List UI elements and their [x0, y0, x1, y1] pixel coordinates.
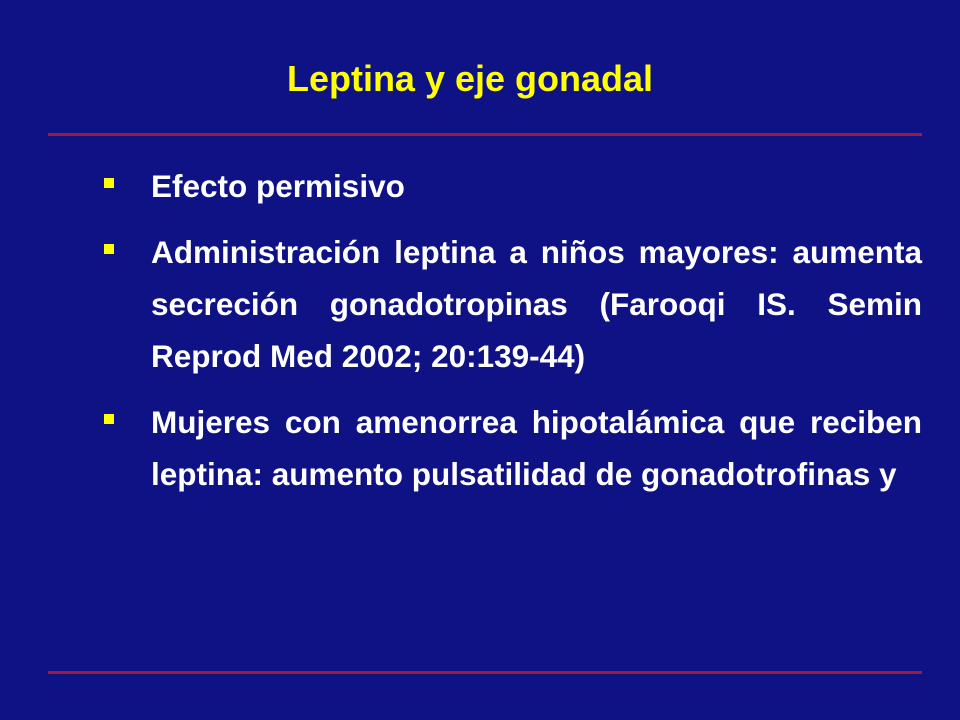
top-divider: [48, 133, 922, 136]
bullet-item-2: [0, 226, 960, 382]
bottom-divider: [48, 671, 922, 674]
bullet-text: Mujeres con amenorrea hipotalámica que reciben leptina: aumento pulsatilidad de gonadotrofinas y: [151, 404, 922, 492]
square-bullet-icon: [104, 244, 114, 254]
square-bullet-icon: [104, 178, 114, 188]
bullet-list: [0, 160, 960, 720]
slide-title: Leptina y eje gonadal: [286, 58, 654, 99]
bullet-text: Administración leptina a niños mayores: aumenta secreción gonadotropinas (Farooqi IS. Semin Reprod Med 2002; 20:139-44): [151, 234, 922, 374]
square-bullet-icon: [104, 414, 114, 424]
bullet-item-1: [0, 160, 960, 212]
bullet-text: Efecto permisivo: [151, 168, 405, 204]
bullet-item-3: [0, 396, 960, 500]
